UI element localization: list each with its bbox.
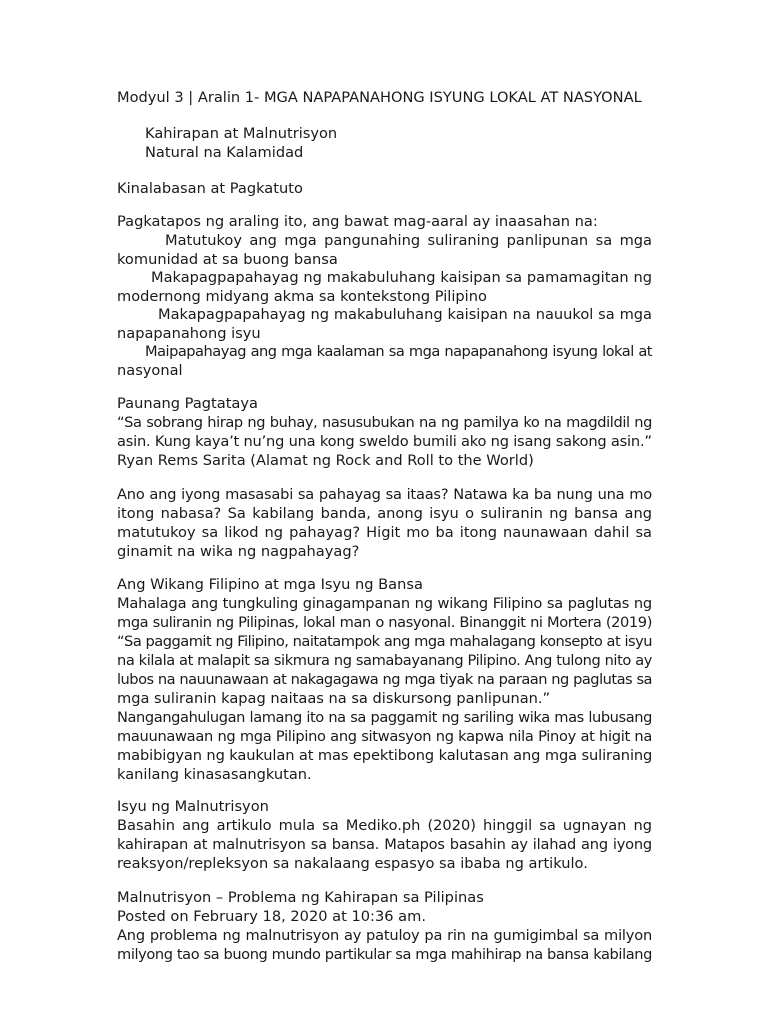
document-title: Modyul 3 | Aralin 1- MGA NAPAPANAHONG ISYUNG LOKAL AT NASYONAL xyxy=(117,89,642,106)
quote-attribution: Ryan Rems Sarita (Alamat ng Rock and Roll to the World) xyxy=(117,452,534,469)
paragraph-line: kanilang kinasasangkutan. xyxy=(117,766,312,783)
paragraph-line: mabibigyan ng kaukulan at mas epektibong kalutasan ang mga suliraning xyxy=(117,747,653,764)
paragraph-line: lubos na nauunawaan at nakagagawa ng mga tiyak na paraan ng paglutas sa xyxy=(117,671,652,688)
objective-line: nasyonal xyxy=(117,362,183,379)
objectives-intro: Pagkatapos ng araling ito, ang bawat mag-aaral ay inaasahan na: xyxy=(117,213,598,230)
article-title: Malnutrisyon – Problema ng Kahirapan sa Pilipinas xyxy=(117,889,484,906)
paragraph-line: mga suliranin kapag naitaas na sa diskursong panlipunan.” xyxy=(117,690,551,707)
question-line: matutukoy sa likod ng pahayag? Higit mo ba itong naunawaan dahil sa xyxy=(117,524,652,541)
section-heading: Ang Wikang Filipino at mga Isyu ng Bansa xyxy=(117,576,423,593)
paragraph-line: “Sa paggamit ng Filipino, naitatampok ang mga mahalagang konsepto at isyu xyxy=(117,633,652,650)
objective-line: komunidad at sa buong bansa xyxy=(117,251,338,268)
objective-line: Makapagpapahayag ng makabuluhang kaisipan sa pamamagitan ng xyxy=(151,269,652,286)
section-heading: Paunang Pagtataya xyxy=(117,395,258,412)
objective-line: napapanahong isyu xyxy=(117,325,261,342)
article-posted-date: Posted on February 18, 2020 at 10:36 am. xyxy=(117,908,426,925)
paragraph-line: mga suliranin ng Pilipinas, lokal man o nasyonal. Binanggit ni Mortera (2019) xyxy=(117,614,652,631)
paragraph-line: mauunawaan ng mga Pilipino ang sitwasyon ng kapwa nila Pinoy at higit na xyxy=(117,728,652,745)
quote-line: asin. Kung kaya’t nu’ng una kong sweldo bumili ako ng isang sakong asin.” xyxy=(117,433,652,450)
question-line: itong nabasa? Sa kabilang banda, anong isyu o suliranin ng bansa ang xyxy=(117,505,652,522)
objective-line: Maipapahayag ang mga kaalaman sa mga napapanahong isyung lokal at xyxy=(145,343,652,360)
paragraph-line: na kilala at malapit sa sikmura ng samabayanang Pilipino. Ang tulong nito ay xyxy=(117,652,652,669)
topic-item: Kahirapan at Malnutrisyon xyxy=(145,125,338,142)
objective-line: Matutukoy ang mga pangunahing suliraning panlipunan sa mga xyxy=(165,232,652,249)
objective-line: Makapagpapahayag ng makabuluhang kaisipan na nauukol sa mga xyxy=(158,306,652,323)
section-heading: Kinalabasan at Pagkatuto xyxy=(117,180,303,197)
question-line: ginamit na wika ng nagpahayag? xyxy=(117,543,360,560)
question-line: Ano ang iyong masasabi sa pahayag sa itaas? Natawa ka ba nung una mo xyxy=(117,486,652,503)
topic-item: Natural na Kalamidad xyxy=(145,144,304,161)
paragraph-line: Basahin ang artikulo mula sa Mediko.ph (2020) hinggil sa ugnayan ng xyxy=(117,817,652,834)
paragraph-line: milyong tao sa buong mundo partikular sa mga mahihirap na bansa kabilang xyxy=(117,946,652,963)
paragraph-line: Nangangahulugan lamang ito na sa paggamit ng sariling wika mas lubusang xyxy=(117,709,652,726)
paragraph-line: reaksyon/repleksyon sa nakalaang espasyo sa ibaba ng artikulo. xyxy=(117,855,588,872)
paragraph-line: Mahalaga ang tungkuling ginagampanan ng wikang Filipino sa paglutas ng xyxy=(117,595,652,612)
objective-line: modernong midyang akma sa kontekstong Pilipino xyxy=(117,288,487,305)
quote-line: “Sa sobrang hirap ng buhay, nasusubukan na ng pamilya ko na magdildil ng xyxy=(117,414,652,431)
paragraph-line: Ang problema ng malnutrisyon ay patuloy pa rin na gumigimbal sa milyon xyxy=(117,927,652,944)
section-heading: Isyu ng Malnutrisyon xyxy=(117,798,269,815)
paragraph-line: kahirapan at malnutrisyon sa bansa. Matapos basahin ay ilahad ang iyong xyxy=(117,836,652,853)
